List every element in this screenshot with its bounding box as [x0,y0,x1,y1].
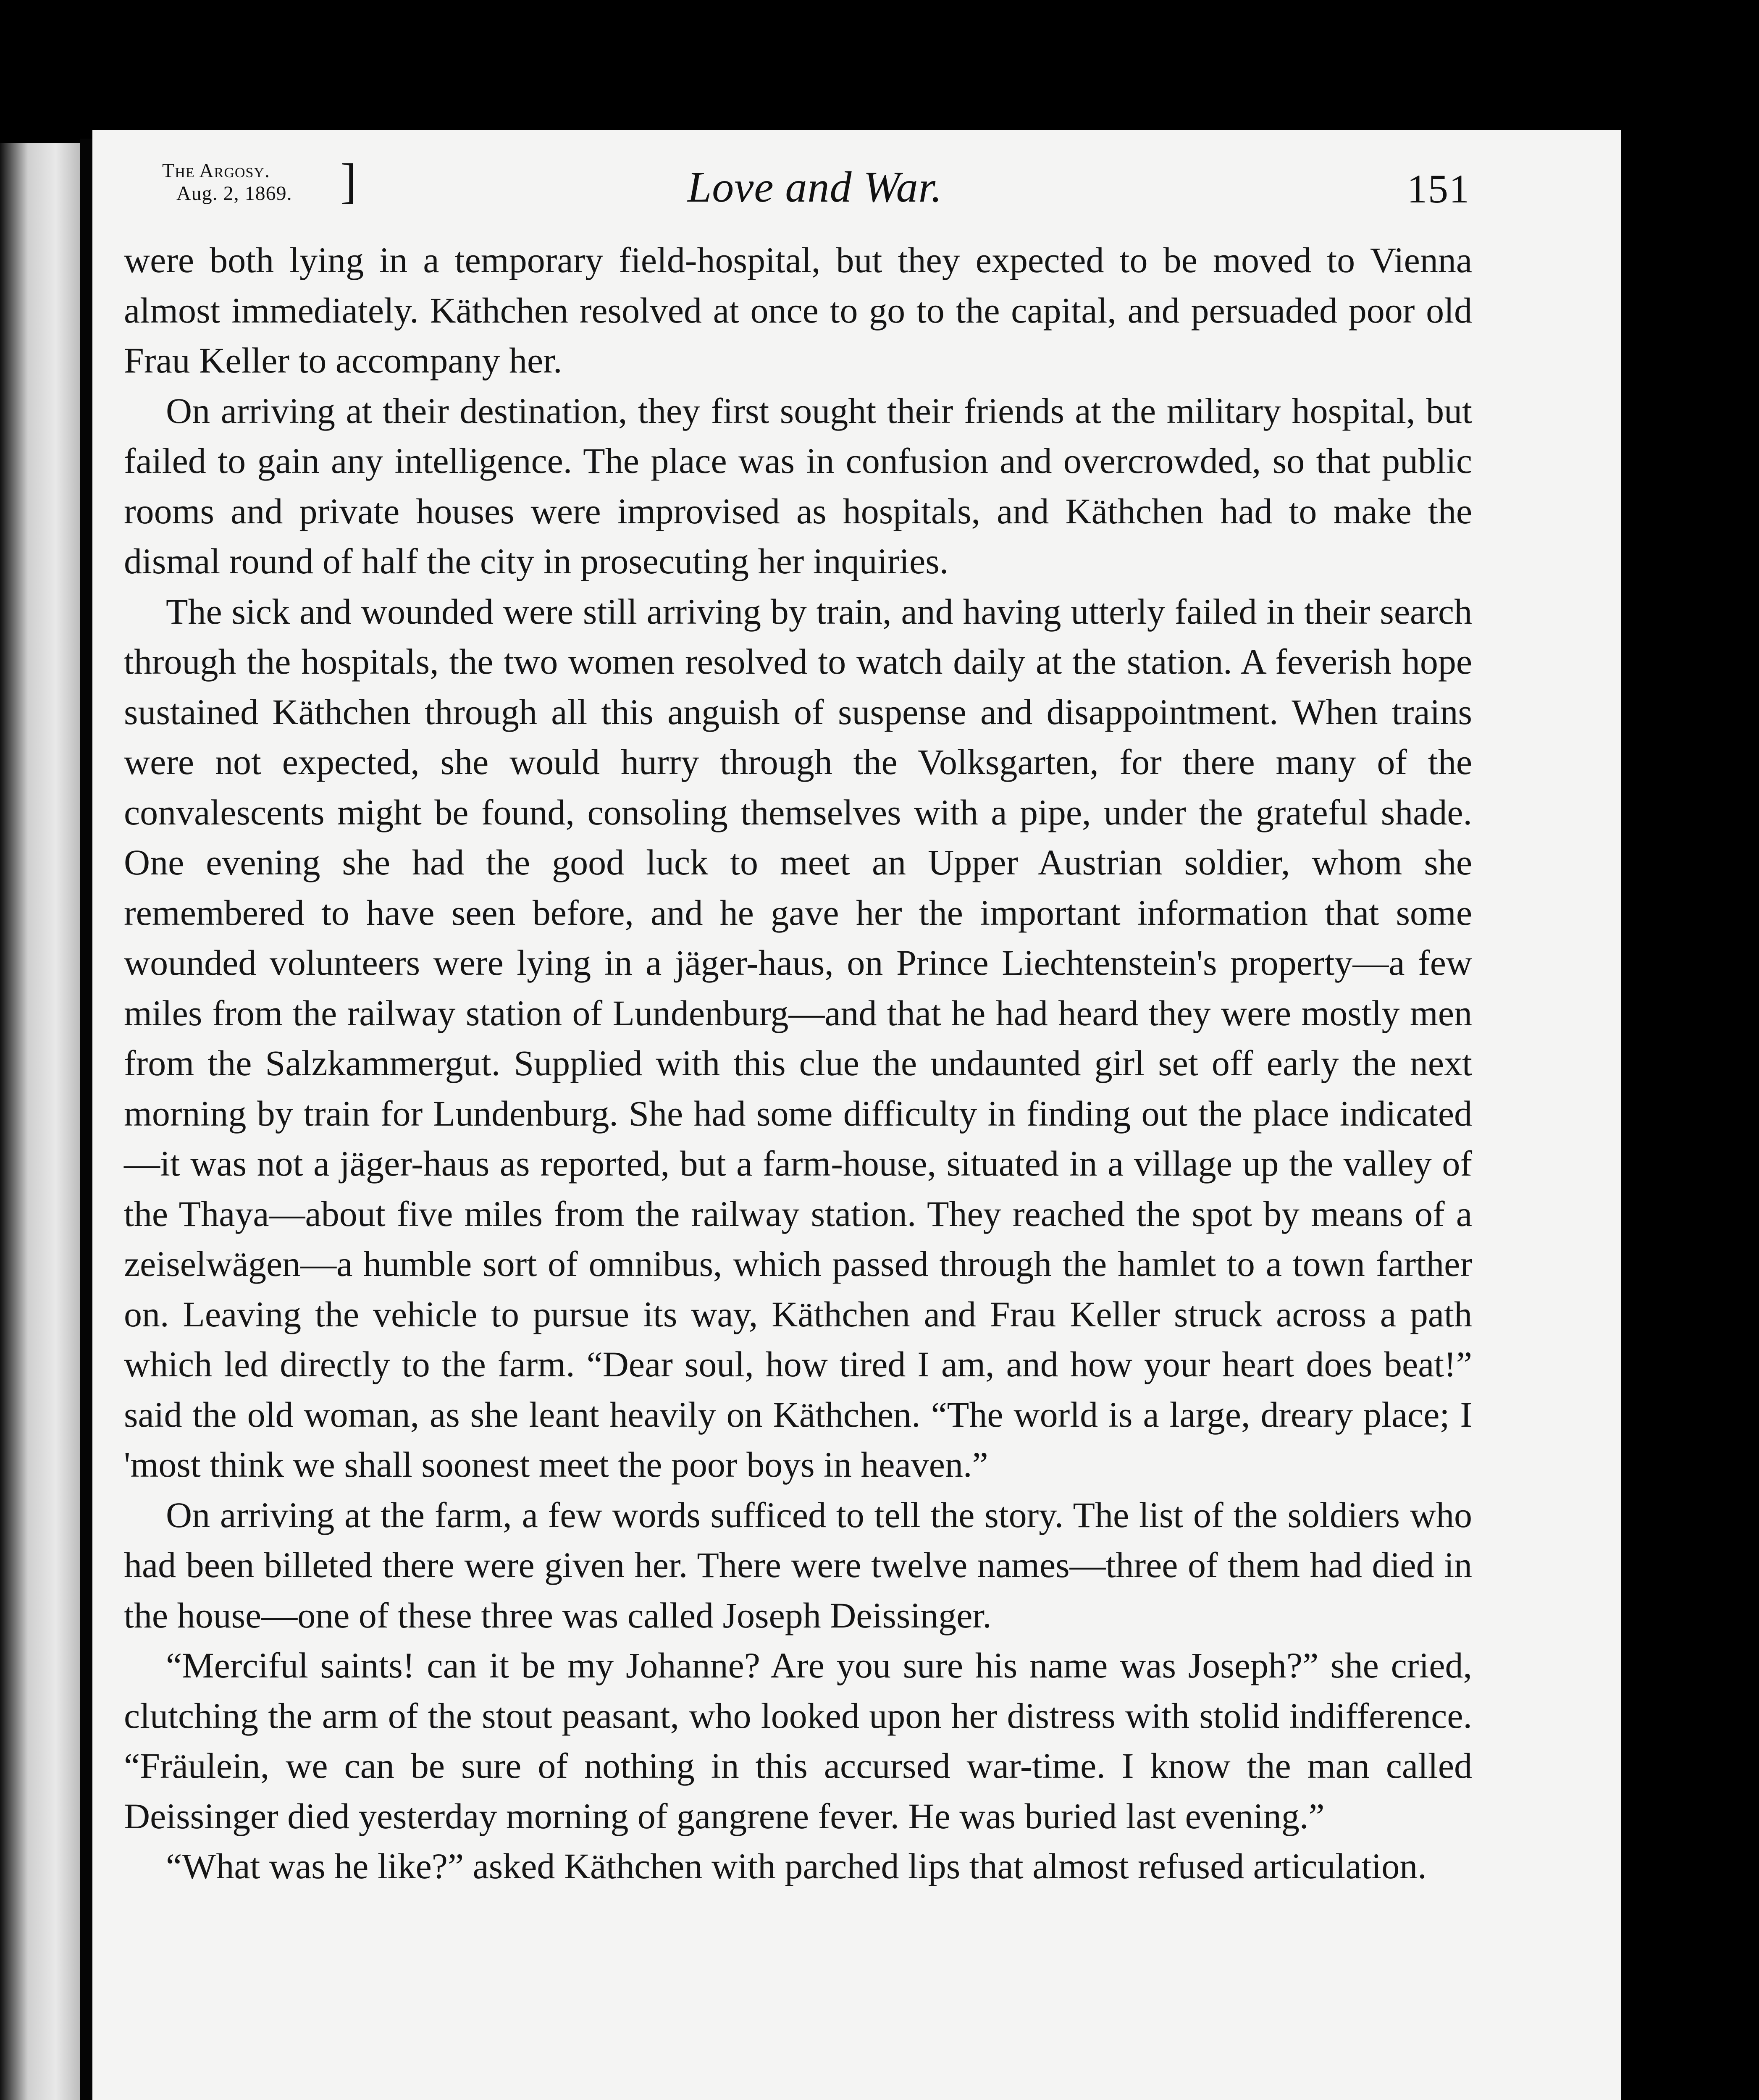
citation-bracket: ] [340,153,357,208]
paragraph: On arriving at the farm, a few words sufficed to tell the story. The list of the soldiers who had been billeted there were given her. There were twelve names—three of them had died in the house—one of these three was called Joseph Deissinger. [124,1494,1472,1635]
journal-name: The Argosy. [162,160,270,182]
paragraph: “Merciful saints! can it be my Johanne? Are you sure his name was Joseph?” she cried, clutching the arm of the stout peasant, who looked upon her distress with stolid indifference. “Fräulein, we can be sure of nothing in this accursed war-time. I know the man called Deissinger died yesterday morning of gangrene fever. He was buried last evening.” [124,1645,1472,1836]
paragraph: were both lying in a temporary field-hospital, but they expected to be moved to Vienna almost immediately. Käthchen resolved at once to go to the capital, and persuaded poor old Frau Keller to accompany her. [124,240,1472,381]
page-header [160,153,1470,231]
paragraph: “What was he like?” asked Käthchen with parched lips that almost refused articulation. [166,1846,1427,1886]
body-text [124,235,1472,1892]
paragraph: The sick and wounded were still arriving by train, and having utterly failed in their search through the hospitals, the two women resolved to watch daily at the station. A feverish hope sustained Käthchen through all this anguish of suspense and disappointment. When trains were not expected, she would hurry through the Volksgarten, for there many of the convalescents might be found, consoling themselves with a pipe, under the grateful shade. One evening she had the good luck to meet an Upper Austrian soldier, whom she remembered to have seen before, and he gave her the important information that some wounded volunteers were lying in a jäger-haus, on Prince Liechtenstein's property—a few miles from the railway station of Lundenburg—and that he had heard they were mostly men from the Salzkammergut. Supplied with this clue the undaunted girl set off early the next morning by train for Lundenburg. She had some difficulty in finding out the place indicated—it was not a jäger-haus as reported, but a farm-house, situated in a village up the valley of the Thaya—about five miles from the railway station. They reached the spot by means of a zeiselwägen—a humble sort of omnibus, which passed through the hamlet to a town farther on. Leaving the vehicle to pursue its way, Käthchen and Frau Keller struck across a path which led directly to the farm. “Dear soul, how tired I am, and how your heart does beat!” said the old woman, as she leant heavily on Käthchen. “The world is a large, dreary place; I 'most think we shall soonest meet the poor boys in heaven.” [124,591,1472,1485]
journal-date: Aug. 2, 1869. [176,182,292,205]
paragraph: On arriving at their destination, they first sought their friends at the military hospital, but failed to gain any intelligence. The place was in confusion and overcrowded, so that public rooms and private houses were improvised as hospitals, and Käthchen had to make the dismal round of half the city in prosecuting her inquiries. [124,390,1472,581]
page-number: 151 [1407,166,1470,211]
running-title: Love and War. [687,163,943,211]
book-gutter [80,139,92,2100]
facing-page-edge [0,143,80,2100]
